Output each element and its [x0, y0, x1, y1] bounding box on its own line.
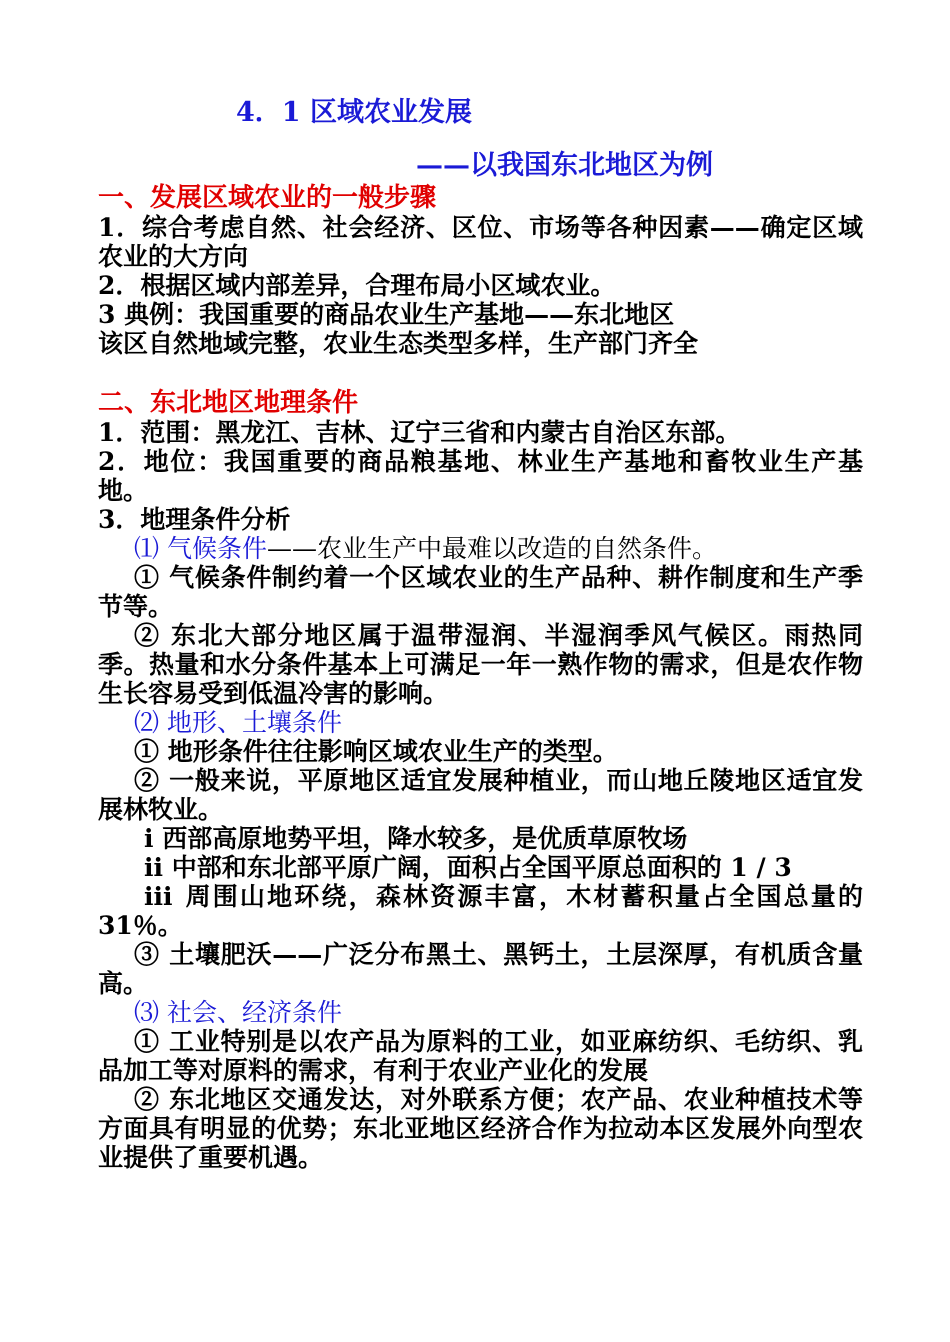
terrain-point-1: ① 地形条件往往影响区域农业生产的类型。: [134, 737, 618, 766]
section-1-example: 3 典例：我国重要的商品农业生产基地——东北地区: [98, 300, 675, 329]
section-1-step-2: 2．根据区域内部差异，合理布局小区域农业。: [98, 271, 616, 300]
spacer: [98, 358, 863, 388]
section-1-step-1: 1．综合考虑自然、社会经济、区位、市场等各种因素——确定区域农业的大方向: [98, 213, 863, 271]
climate-label: ⑴ 气候条件: [134, 534, 267, 563]
climate-desc: ——农业生产中最难以改造的自然条件。: [266, 534, 717, 563]
section-2-heading: 二、东北地区地理条件: [98, 388, 359, 418]
document-page: [98, 95, 863, 1172]
terrain-point-2: ② 一般来说，平原地区适宜发展种植业，而山地丘陵地区适宜发展林牧业。: [98, 766, 863, 824]
social-point-2: ② 东北地区交通发达，对外联系方便；农产品、农业种植技术等方面具有明显的优势；东北亚地区经济合作为拉动本区发展外向型农业提供了重要机遇。: [98, 1085, 863, 1172]
terrain-label: ⑵ 地形、土壤条件: [134, 708, 342, 737]
terrain-sub-ii: ⅱ 中部和东北部平原广阔，面积占全国平原总面积的 1 / 3: [144, 853, 792, 882]
terrain-sub-i: ⅰ 西部高原地势平坦，降水较多，是优质草原牧场: [144, 824, 688, 853]
social-label: ⑶ 社会、经济条件: [134, 998, 342, 1027]
climate-point-2: ② 东北大部分地区属于温带湿润、半湿润季风气候区。雨热同季。热量和水分条件基本上可满足一年一熟作物的需求，但是农作物生长容易受到低温冷害的影响。: [98, 621, 863, 708]
section-1-heading: 一、发展区域农业的一般步骤: [98, 183, 437, 213]
terrain-point-3: ③ 土壤肥沃——广泛分布黑土、黑钙土，土层深厚，有机质含量高。: [98, 940, 863, 998]
section-2-analysis-heading: 3．地理条件分析: [98, 505, 291, 534]
section-1-example-desc: 该区自然地域完整，农业生态类型多样，生产部门齐全: [98, 329, 699, 358]
section-2-scope: 1．范围：黑龙江、吉林、辽宁三省和内蒙古自治区东部。: [98, 418, 741, 447]
social-point-1: ① 工业特别是以农产品为原料的工业，如亚麻纺织、毛纺织、乳品加工等对原料的需求，有利于农业产业化的发展: [98, 1027, 863, 1085]
climate-line: [98, 534, 863, 563]
document-title: 4．1 区域农业发展: [236, 97, 472, 128]
section-2-status: 2．地位：我国重要的商品粮基地、林业生产基地和畜牧业生产基地。: [98, 447, 863, 505]
terrain-line: [98, 708, 863, 737]
terrain-sub-iii: ⅲ 周围山地环绕，森林资源丰富，木材蓄积量占全国总量的 31％。: [98, 882, 863, 940]
document-subtitle: ——以我国东北地区为例: [416, 150, 713, 181]
social-line: [98, 998, 863, 1027]
climate-point-1: ① 气候条件制约着一个区域农业的生产品种、耕作制度和生产季节等。: [98, 563, 863, 621]
